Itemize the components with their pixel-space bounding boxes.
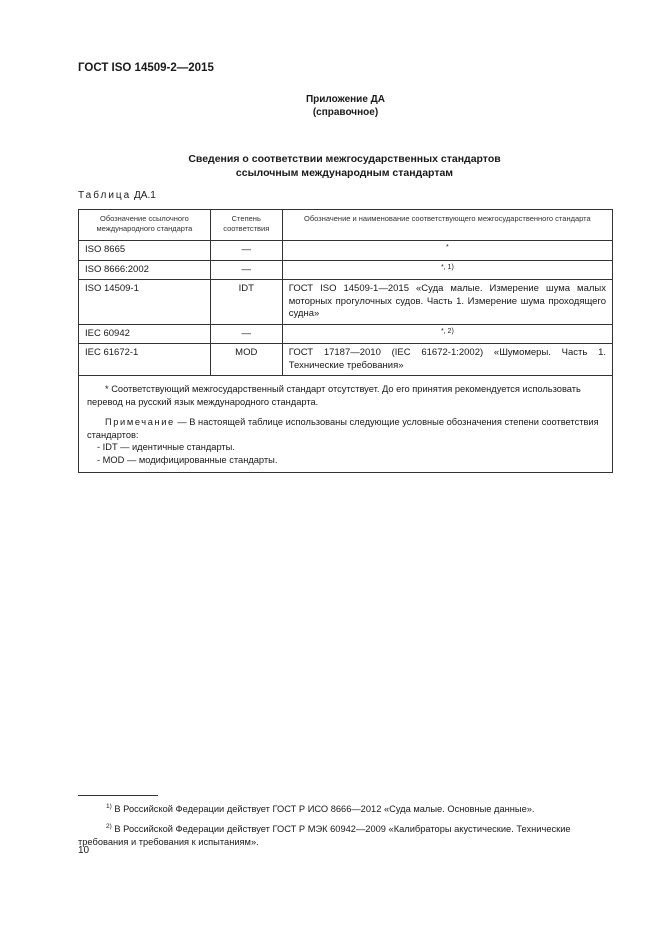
cell-national: ГОСТ ISO 14509-1—2015 «Суда малые. Измерение шума малых моторных прогулочных судов. Часть 1. Измерение шума проходящего судна» bbox=[282, 280, 612, 325]
header-national-standard: Обозначение и наименование соответствующего межгосударственного стандарта bbox=[282, 210, 612, 241]
cell-degree: — bbox=[210, 324, 282, 344]
table-row bbox=[79, 241, 613, 261]
cell-ref: ISO 8665 bbox=[79, 241, 211, 261]
correspondence-table bbox=[78, 209, 613, 473]
table-header-row bbox=[79, 210, 613, 241]
footnote-2 bbox=[78, 820, 613, 849]
note-item-mod: - MOD — модифицированные стандарты. bbox=[97, 454, 278, 465]
heading-line-2: ссылочным международным стандартам bbox=[235, 167, 454, 179]
header-ref-standard: Обозначение ссылочного международного стандарта bbox=[79, 210, 211, 241]
table-label-number: ДА.1 bbox=[134, 190, 156, 201]
note-paragraph bbox=[87, 416, 604, 441]
table-label bbox=[78, 190, 156, 201]
section-heading bbox=[0, 152, 661, 180]
footnote-1 bbox=[78, 800, 613, 816]
header-degree: Степень соответствия bbox=[210, 210, 282, 241]
star-footnote: * Соответствующий межгосударственный стандарт отсутствует. До его принятия рекомендуется использовать перевод на русский язык международного стандарта. bbox=[87, 384, 581, 407]
standard-code: ГОСТ ISO 14509-2—2015 bbox=[78, 62, 214, 74]
page-number: 10 bbox=[78, 845, 90, 856]
footnote-1-mark: 1) bbox=[106, 803, 112, 810]
cell-national: *, 1) bbox=[282, 260, 612, 280]
note-text: — В настоящей таблице использованы следующие условные обозначения степени соответствия стандартов: bbox=[87, 417, 599, 440]
table-row bbox=[79, 344, 613, 376]
table-label-prefix: Таблица bbox=[78, 190, 132, 201]
cell-national: ГОСТ 17187—2010 (IEC 61672-1:2002) «Шумомеры. Часть 1. Технические требования» bbox=[282, 344, 612, 376]
cell-ref: IEC 61672-1 bbox=[79, 344, 211, 376]
cell-degree: — bbox=[210, 260, 282, 280]
note-title: Примечание bbox=[105, 417, 175, 427]
table-row bbox=[79, 324, 613, 344]
cell-degree: — bbox=[210, 241, 282, 261]
cell-national: * bbox=[282, 241, 612, 261]
page-footnotes bbox=[78, 800, 613, 853]
cell-degree: MOD bbox=[210, 344, 282, 376]
note-item-idt: - IDT — идентичные стандарты. bbox=[97, 442, 235, 452]
footnote-2-text: В Российской Федерации действует ГОСТ Р МЭК 60942—2009 «Калибраторы акустические. Технические требования и требования к испытаниям». bbox=[78, 824, 571, 848]
table-row bbox=[79, 280, 613, 325]
cell-ref: ISO 8666:2002 bbox=[79, 260, 211, 280]
table-footer-row bbox=[79, 376, 613, 473]
footnote-2-mark: 2) bbox=[106, 823, 112, 831]
table-notes bbox=[79, 376, 613, 473]
footnote-1-text: В Российской Федерации действует ГОСТ Р ИСО 8666—2012 «Суда малые. Основные данные». bbox=[111, 804, 535, 815]
cell-degree: IDT bbox=[210, 280, 282, 325]
table-row bbox=[79, 260, 613, 280]
cell-ref: IEC 60942 bbox=[79, 324, 211, 344]
cell-national: *, 2) bbox=[282, 324, 612, 344]
footnote-divider bbox=[78, 795, 158, 796]
appendix-title: Приложение ДА bbox=[305, 94, 386, 105]
cell-ref: ISO 14509-1 bbox=[79, 280, 211, 325]
heading-line-1: Сведения о соответствии межгосударственных стандартов bbox=[188, 153, 501, 165]
appendix-subtitle: (справочное) bbox=[312, 107, 379, 118]
appendix-block bbox=[0, 93, 661, 119]
